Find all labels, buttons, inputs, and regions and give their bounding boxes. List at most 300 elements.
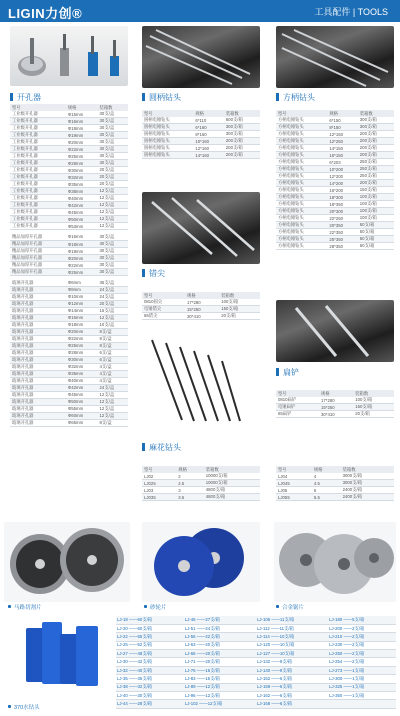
col-qty: 装箱数 <box>341 466 394 473</box>
cell-spec: 6*203 <box>327 159 357 166</box>
cell-model: 玻璃开孔器 <box>10 342 66 349</box>
code-cell: LJ-200 ——2支/箱 <box>328 624 396 632</box>
cell-qty: 12支/盒 <box>98 412 128 419</box>
cell-qty: 12支/盒 <box>98 405 128 412</box>
code-cell: LJ-25 ——52支/箱 <box>116 641 184 649</box>
cell-model: 方柄电锤钻头 <box>276 229 327 236</box>
cell-qty: 8支/盒 <box>98 328 128 335</box>
code-cell: LJ-250 ——2支/箱 <box>328 650 396 658</box>
twist-drill-left-table <box>142 466 260 501</box>
cell-qty: 30支/盒 <box>98 269 128 276</box>
cell-spec: 16*200 <box>327 187 357 194</box>
table-row <box>10 195 128 202</box>
table-row <box>142 299 260 306</box>
cell-qty: 8支/盒 <box>98 419 128 426</box>
code-cell: LJ-300 ——1支/箱 <box>328 675 396 683</box>
square-shank-photo <box>276 26 394 88</box>
cell-model: 玻璃开孔器 <box>10 293 66 300</box>
drill-bits-illustration <box>142 26 260 88</box>
brand-logo: LIGIN力创® <box>8 6 83 21</box>
cell-model: 玻璃开孔器 <box>10 321 66 328</box>
cell-spec: 15*250 <box>185 306 219 313</box>
cell-spec: 17*280 <box>185 299 219 306</box>
twist-drill-right-table <box>276 466 394 501</box>
caption-marker <box>144 605 147 608</box>
cell-model: 方柄电锤钻头 <box>276 215 327 222</box>
code-cell: LJ-168 ——6支/箱 <box>256 700 328 708</box>
cell-spec: Φ42mm <box>66 384 98 391</box>
cell-model: 工业级开孔器 <box>10 202 66 209</box>
cell-model: 玻璃开孔器 <box>10 384 66 391</box>
table-row <box>10 384 128 391</box>
cell-spec: 2 <box>176 473 203 480</box>
table-row <box>10 300 128 307</box>
code-cell: LJ-102 ——12支/箱 <box>184 700 256 708</box>
col-model: 型号 <box>276 390 319 397</box>
section-marker <box>276 93 279 101</box>
cell-model: LJ03 <box>142 487 176 494</box>
table-row <box>276 480 394 487</box>
table-row <box>10 342 128 349</box>
table-row <box>10 209 128 216</box>
cell-model: 工业级开孔器 <box>10 125 66 132</box>
col-qty: 装箱数 <box>98 104 128 111</box>
table-row <box>116 624 396 632</box>
cell-qty: 30支/盒 <box>98 132 128 139</box>
code-cell: LJ-20 ——60支/箱 <box>116 624 184 632</box>
table-row <box>10 412 128 419</box>
cell-model: 玻璃开孔器 <box>10 391 66 398</box>
cell-qty: 12支/盒 <box>98 195 128 202</box>
cell-spec: Φ20mm <box>66 139 98 146</box>
cell-qty: 4支/盒 <box>98 377 128 384</box>
cell-spec: 17*280 <box>319 397 353 404</box>
table-row <box>10 248 128 255</box>
cell-spec: Φ15mm <box>66 111 98 118</box>
cell-model: 圆柄电锤钻头 <box>142 124 193 131</box>
section-marker <box>142 93 145 101</box>
col-model: 型号 <box>142 466 176 473</box>
cell-spec: 18*350 <box>327 201 357 208</box>
cell-model: 方柄电锤钻头 <box>276 152 327 159</box>
cell-model: 方柄电锤钻头 <box>276 201 327 208</box>
cell-qty: 24支/盒 <box>98 286 128 293</box>
cell-model: 圆柄电锤钻头 <box>142 131 193 138</box>
code-cell: LJ-51 ——24支/箱 <box>184 624 256 632</box>
cell-spec: Φ18mm <box>66 321 98 328</box>
cell-spec: 25*350 <box>327 236 357 243</box>
code-cell: LJ-127 ——10支/箱 <box>256 650 328 658</box>
code-cell: LJ-35 ——35支/箱 <box>116 675 184 683</box>
square-shank-illustration <box>276 26 394 88</box>
table-row <box>276 236 394 243</box>
cell-qty: 12支/盒 <box>98 209 128 216</box>
cell-model: LJ025 <box>142 480 176 487</box>
cell-model: 工业级开孔器 <box>10 132 66 139</box>
table-row <box>276 180 394 187</box>
caption-marker <box>8 705 11 708</box>
cell-spec: 18*300 <box>327 194 357 201</box>
cell-model: 方柄电锤钻头 <box>276 166 327 173</box>
cell-qty: 4800支/箱 <box>204 487 260 494</box>
cell-model: 方柄电锤钻头 <box>276 145 327 152</box>
table-row <box>276 411 394 418</box>
col-spec: 规格 <box>176 466 203 473</box>
chisel-illustration <box>142 192 260 264</box>
cell-model: LJ02 <box>142 473 176 480</box>
col-qty: 装箱数 <box>204 466 260 473</box>
table-row <box>276 194 394 201</box>
table-row <box>276 152 394 159</box>
cell-spec: Φ25mm <box>66 269 98 276</box>
section-title-flat-chisel: 扁铲 <box>283 368 299 377</box>
cell-qty: 250支/箱 <box>358 173 394 180</box>
code-cell: LJ-325 ——1支/箱 <box>328 683 396 691</box>
cell-spec: 6*150 <box>327 117 357 124</box>
cell-model: 工业级开孔器 <box>10 188 66 195</box>
table-row <box>276 173 394 180</box>
cell-qty: 30支/盒 <box>98 255 128 262</box>
cell-model: 玻璃开孔器 <box>10 398 66 405</box>
table-row <box>10 293 128 300</box>
cell-spec: 22*250 <box>327 215 357 222</box>
col-spec: 规格 <box>312 466 341 473</box>
cell-model: 工业级开孔器 <box>10 216 66 223</box>
cell-spec: Φ32mm <box>66 174 98 181</box>
caption-marble-blade: 马路切割片 <box>14 605 42 611</box>
table-row <box>276 145 394 152</box>
cell-spec: Φ40mm <box>66 195 98 202</box>
section-marker <box>276 368 279 376</box>
cell-qty: 300支/箱 <box>224 124 260 131</box>
cell-qty: 150支/箱 <box>219 306 260 313</box>
cell-model: 工业级开孔器 <box>10 209 66 216</box>
cell-qty: 30支/盒 <box>98 160 128 167</box>
section-title-twist-drill: 麻花钻头 <box>149 443 181 452</box>
table-row <box>276 404 394 411</box>
cell-qty: 20支/箱 <box>353 411 394 418</box>
table-row <box>116 650 396 658</box>
cell-model: 工业级开孔器 <box>10 174 66 181</box>
cell-spec: 4.5 <box>312 480 341 487</box>
cell-qty: 50支/箱 <box>358 222 394 229</box>
cell-model: 方柄电锤钻头 <box>276 194 327 201</box>
code-cell: LJ-89 ——12支/箱 <box>184 683 256 691</box>
cell-model: LJ05 <box>276 487 312 494</box>
cell-model: 工业级开孔器 <box>10 139 66 146</box>
col-spec: 规格 <box>193 110 223 117</box>
cell-model: 方柄电锤钻头 <box>276 243 327 250</box>
section-title-chisel: 错尖 <box>149 269 165 278</box>
caption-grinding: 砂轮片 <box>150 605 167 611</box>
cell-model: 精品加厚开孔器 <box>10 241 66 248</box>
cell-qty: 100支/箱 <box>219 299 260 306</box>
table-row <box>142 131 260 138</box>
cell-spec: 12*150 <box>327 131 357 138</box>
col-spec: 规格 <box>185 292 219 299</box>
cell-qty: 300支/箱 <box>358 117 394 124</box>
col-spec: 规格 <box>327 110 357 117</box>
table-row <box>10 125 128 132</box>
cell-model: 工业级开孔器 <box>10 146 66 153</box>
table-row <box>10 286 128 293</box>
cell-model: LJ04 <box>276 473 312 480</box>
cell-spec: Φ20mm <box>66 255 98 262</box>
table-row <box>10 255 128 262</box>
cell-spec: 10*200 <box>327 166 357 173</box>
cell-qty: 30支/盒 <box>98 153 128 160</box>
cell-spec: Φ40mm <box>66 377 98 384</box>
cell-spec: Φ35mm <box>66 181 98 188</box>
section-title-square-shank: 方柄钻头 <box>283 93 315 102</box>
cell-spec: Φ22mm <box>66 335 98 342</box>
cell-model: LJ035 <box>142 494 176 501</box>
cell-qty: 12支/盒 <box>98 202 128 209</box>
cell-spec: Φ60mm <box>66 412 98 419</box>
code-cell: LJ-132 ——9支/箱 <box>256 658 328 666</box>
cell-model: LJ045 <box>276 480 312 487</box>
cell-qty: 100支/箱 <box>358 208 394 215</box>
code-cell: LJ-210 ——2支/箱 <box>328 633 396 641</box>
table-row <box>10 111 128 118</box>
table-row <box>10 370 128 377</box>
cell-spec: 2.5 <box>176 480 203 487</box>
code-cell <box>328 700 396 708</box>
table-row <box>116 666 396 674</box>
cell-model: 电锤扁铲 <box>276 404 319 411</box>
table-row <box>276 131 394 138</box>
cell-qty: 50支/箱 <box>358 229 394 236</box>
cell-qty: 20支/盒 <box>98 300 128 307</box>
col-qty: 装箱数 <box>353 390 394 397</box>
code-cell: LJ-44 ——28支/箱 <box>116 700 184 708</box>
table-row <box>142 480 260 487</box>
cell-spec: 6*160 <box>193 124 223 131</box>
cell-spec: Φ16mm <box>66 234 98 241</box>
cell-spec: 30*410 <box>319 411 353 418</box>
cell-spec: Φ16mm <box>66 314 98 321</box>
cell-qty: 150支/箱 <box>353 404 394 411</box>
col-spec: 规格 <box>319 390 353 397</box>
cell-model: 玻璃开孔器 <box>10 335 66 342</box>
table-row <box>10 321 128 328</box>
code-cell: LJ-46 ——27支/箱 <box>184 616 256 624</box>
cell-qty: 200支/箱 <box>358 145 394 152</box>
twist-drill-illustration <box>142 335 260 425</box>
cell-spec: Φ18mm <box>66 241 98 248</box>
cell-spec: Φ19mm <box>66 248 98 255</box>
cell-qty: 12支/盒 <box>98 223 128 230</box>
table-row <box>10 398 128 405</box>
cell-spec: Φ28mm <box>66 160 98 167</box>
cell-qty: 30支/盒 <box>98 248 128 255</box>
cell-spec: Φ19mm <box>66 132 98 139</box>
table-row <box>116 658 396 666</box>
code-cell: LJ-22 ——55支/箱 <box>116 633 184 641</box>
cell-qty: 4支/盒 <box>98 370 128 377</box>
cell-qty: 30支/盒 <box>98 125 128 132</box>
alloy-saw-blades-illustration <box>274 522 396 602</box>
cell-qty: 30支/盒 <box>98 146 128 153</box>
col-qty: 装箱数 <box>358 110 394 117</box>
cell-model: 精品加厚开孔器 <box>10 262 66 269</box>
cell-qty: 200支/箱 <box>224 145 260 152</box>
table-row <box>10 377 128 384</box>
section-marker <box>142 269 145 277</box>
col-model: 型号 <box>276 110 327 117</box>
table-row <box>116 616 396 624</box>
table-row <box>10 160 128 167</box>
code-cell: LJ-96 ——12支/箱 <box>184 692 256 700</box>
table-row <box>116 641 396 649</box>
table-row <box>10 280 128 287</box>
table-row <box>10 153 128 160</box>
twist-drill-photo <box>142 335 260 425</box>
table-row <box>276 166 394 173</box>
table-row <box>10 139 128 146</box>
code-cell: LJ-71 ——20支/箱 <box>184 658 256 666</box>
cell-model: 工业级开孔器 <box>10 160 66 167</box>
cell-spec: 20*300 <box>327 208 357 215</box>
table-row <box>276 124 394 131</box>
table-row <box>276 487 394 494</box>
code-cell: LJ-140 ——9支/箱 <box>256 666 328 674</box>
cell-qty: 200支/箱 <box>224 138 260 145</box>
cell-spec: 12*250 <box>327 138 357 145</box>
cell-qty: 30支/盒 <box>98 241 128 248</box>
table-row <box>10 223 128 230</box>
cell-model: 方柄电锤钻头 <box>276 208 327 215</box>
cell-model: 工业级开孔器 <box>10 111 66 118</box>
cell-qty: 600支/箱 <box>224 117 260 124</box>
cell-qty: 150支/箱 <box>358 187 394 194</box>
cell-model: 方柄电锤钻头 <box>276 187 327 194</box>
cell-model: 65错尖 <box>142 313 185 320</box>
cell-qty: 24支/盒 <box>98 293 128 300</box>
cell-spec: Φ22mm <box>66 146 98 153</box>
cell-model: 玻璃开孔器 <box>10 370 66 377</box>
code-cell: LJ-38 ——32支/箱 <box>116 683 184 691</box>
table-row <box>142 494 260 501</box>
table-row <box>10 391 128 398</box>
table-row <box>10 202 128 209</box>
table-row <box>276 159 394 166</box>
cell-qty: 100支/箱 <box>358 194 394 201</box>
cell-spec: Φ30mm <box>66 356 98 363</box>
cell-qty: 35支/盒 <box>98 280 128 287</box>
cell-qty: 200支/箱 <box>358 138 394 145</box>
cell-qty: 12支/盒 <box>98 216 128 223</box>
table-row <box>10 314 128 321</box>
cell-model: 玻璃开孔器 <box>10 356 66 363</box>
code-cell: LJ-66 ——20支/箱 <box>184 650 256 658</box>
cell-spec: Φ32mm <box>66 363 98 370</box>
cell-spec: Φ16mm <box>66 118 98 125</box>
cell-model: 玻璃开孔器 <box>10 286 66 293</box>
cell-spec: Φ6mm <box>66 280 98 287</box>
table-row <box>10 181 128 188</box>
caption-core-drill: 370水钻头 <box>14 705 40 711</box>
cell-qty: 20支/盒 <box>98 181 128 188</box>
cell-spec: 4 <box>312 473 341 480</box>
cell-qty: 10支/盒 <box>98 321 128 328</box>
cell-model: 玻璃开孔器 <box>10 314 66 321</box>
cell-model: 工业级开孔器 <box>10 167 66 174</box>
cell-spec: 16*150 <box>327 152 357 159</box>
cell-model: 玻璃开孔器 <box>10 280 66 287</box>
alloy-saw-photo <box>274 522 396 602</box>
cell-spec: 8*150 <box>327 124 357 131</box>
cell-qty: 6支/盒 <box>98 349 128 356</box>
grinding-wheels-illustration <box>142 522 260 602</box>
cell-model: 玻璃开孔器 <box>10 377 66 384</box>
table-row <box>116 683 396 691</box>
table-row <box>276 222 394 229</box>
cell-qty: 30支/盒 <box>98 118 128 125</box>
cell-spec: Φ65mm <box>66 419 98 426</box>
cell-qty: 24支/盒 <box>98 384 128 391</box>
cell-spec: Φ50mm <box>66 398 98 405</box>
section-title-hole-saw: 开孔器 <box>17 93 41 102</box>
code-cell: LJ-18 ——60支/箱 <box>116 616 184 624</box>
cell-qty: 4800支/箱 <box>204 494 260 501</box>
round-shank-table <box>142 110 260 159</box>
cell-model: 方柄电锤钻头 <box>276 117 327 124</box>
cell-model: 圆柄电锤钻头 <box>142 152 193 159</box>
table-row <box>276 117 394 124</box>
cell-spec: Φ25mm <box>66 153 98 160</box>
cell-model: 方柄电锤钻头 <box>276 131 327 138</box>
cell-spec: Φ22mm <box>66 262 98 269</box>
table-row <box>10 328 128 335</box>
square-shank-table <box>276 110 394 250</box>
table-row <box>10 363 128 370</box>
cell-qty: 50支/箱 <box>358 236 394 243</box>
cell-qty: 30支/盒 <box>98 234 128 241</box>
table-row <box>142 117 260 124</box>
cell-spec: Φ8mm <box>66 286 98 293</box>
cell-qty: 4支/盒 <box>98 363 128 370</box>
table-row <box>116 633 396 641</box>
section-marker <box>10 93 13 101</box>
cell-model: 玻璃开孔器 <box>10 412 66 419</box>
cell-model: 玻璃开孔器 <box>10 363 66 370</box>
cell-qty: 20支/盒 <box>98 167 128 174</box>
hole-saw-illustration <box>10 26 128 86</box>
cell-spec: Φ53mm <box>66 223 98 230</box>
code-cell: LJ-56 ——22支/箱 <box>184 633 256 641</box>
flat-chisel-illustration <box>276 300 394 362</box>
cell-spec: 14*200 <box>327 180 357 187</box>
table-row <box>10 118 128 125</box>
cell-spec: 5.5 <box>312 494 341 501</box>
table-row <box>116 700 396 708</box>
cell-spec: 6*110 <box>193 117 223 124</box>
table-row <box>10 174 128 181</box>
cell-qty: 8支/盒 <box>98 335 128 342</box>
cell-spec: Φ50mm <box>66 216 98 223</box>
cell-model: 精品加厚开孔器 <box>10 234 66 241</box>
cell-qty: 200支/箱 <box>358 180 394 187</box>
cell-model: 方柄电锤钻头 <box>276 222 327 229</box>
cell-model: 玻璃开孔器 <box>10 349 66 356</box>
cell-qty: 100支/箱 <box>358 215 394 222</box>
table-row <box>116 692 396 700</box>
table-row <box>276 473 394 480</box>
cell-spec: 10*160 <box>193 138 223 145</box>
cell-spec: 3.5 <box>176 494 203 501</box>
cell-qty: 2400支/箱 <box>341 494 394 501</box>
